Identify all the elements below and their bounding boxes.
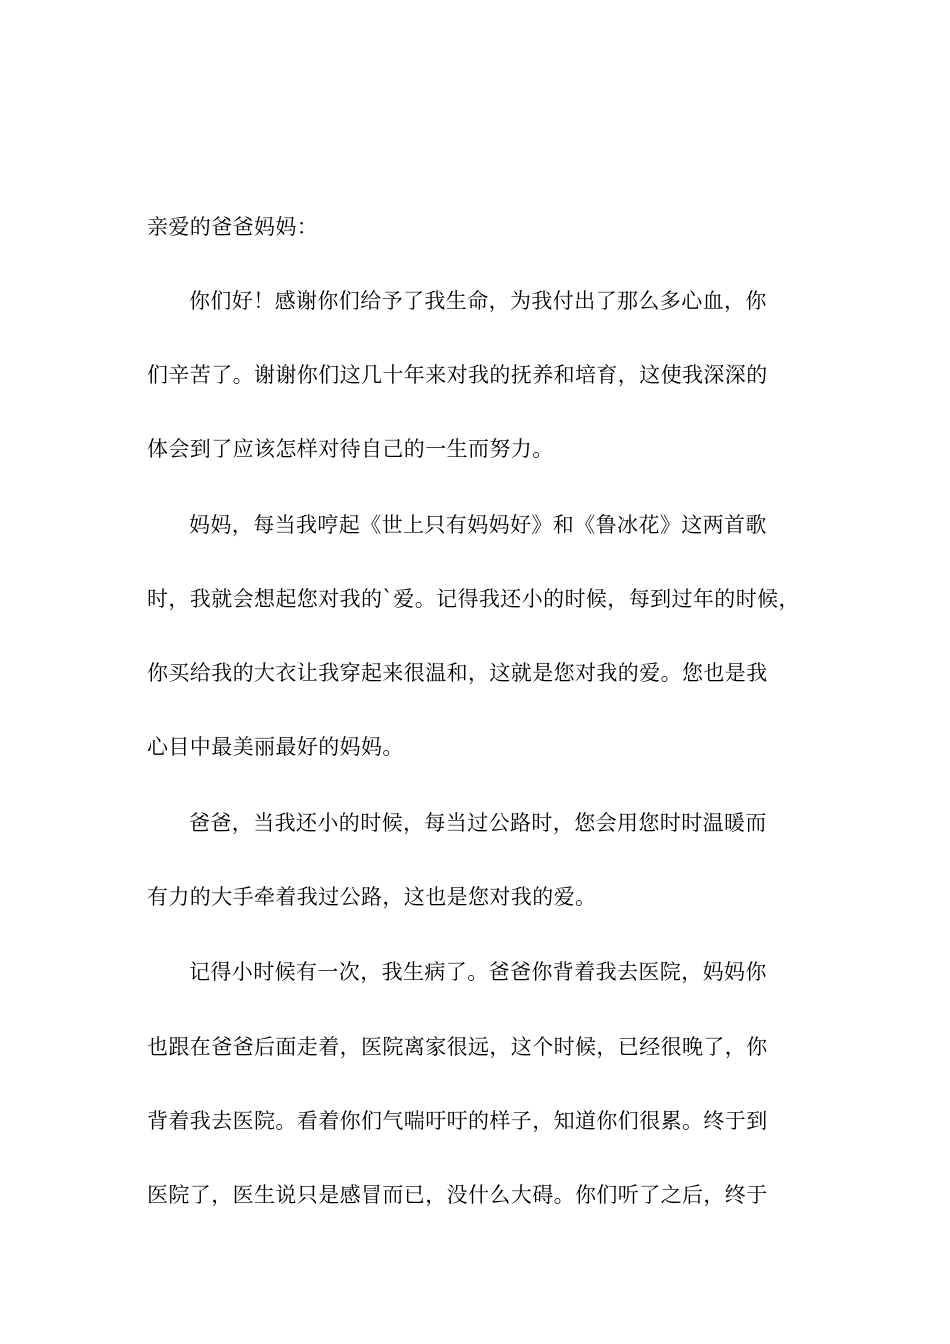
- paragraph-4-line-1: 记得小时候有一次，我生病了。爸爸你背着我去医院，妈妈你: [189, 960, 767, 984]
- paragraph-4-line-2: 也跟在爸爸后面走着，医院离家很远，这个时候，已经很晚了，你: [147, 1035, 768, 1059]
- salutation: 亲爱的爸爸妈妈：: [147, 215, 319, 239]
- paragraph-2-line-2: 时，我就会想起您对我的`爱。记得我还小的时候，每到过年的时候，: [147, 587, 800, 611]
- paragraph-1-line-2: 们辛苦了。谢谢你们这几十年来对我的抚养和培育，这使我深深的: [147, 363, 768, 387]
- paragraph-2-line-4: 心目中最美丽最好的妈妈。: [147, 735, 404, 759]
- paragraph-4-line-3: 背着我去医院。看着你们气喘吁吁的样子，知道你们很累。终于到: [147, 1109, 768, 1133]
- paragraph-3-line-1: 爸爸，当我还小的时候，每当过公路时，您会用您时时温暖而: [189, 811, 767, 835]
- paragraph-2-line-1: 妈妈，每当我哼起《世上只有妈妈好》和《鲁冰花》这两首歌: [189, 513, 767, 537]
- paragraph-1-line-3: 体会到了应该怎样对待自己的一生而努力。: [147, 437, 554, 461]
- paragraph-1-line-1: 你们好！感谢你们给予了我生命，为我付出了那么多心血，你: [189, 289, 767, 313]
- paragraph-2-line-3: 你买给我的大衣让我穿起来很温和，这就是您对我的爱。您也是我: [147, 661, 768, 685]
- paragraph-4-line-4: 医院了，医生说只是感冒而已，没什么大碍。你们听了之后，终于: [147, 1183, 768, 1207]
- paragraph-3-line-2: 有力的大手牵着我过公路，这也是您对我的爱。: [147, 885, 597, 909]
